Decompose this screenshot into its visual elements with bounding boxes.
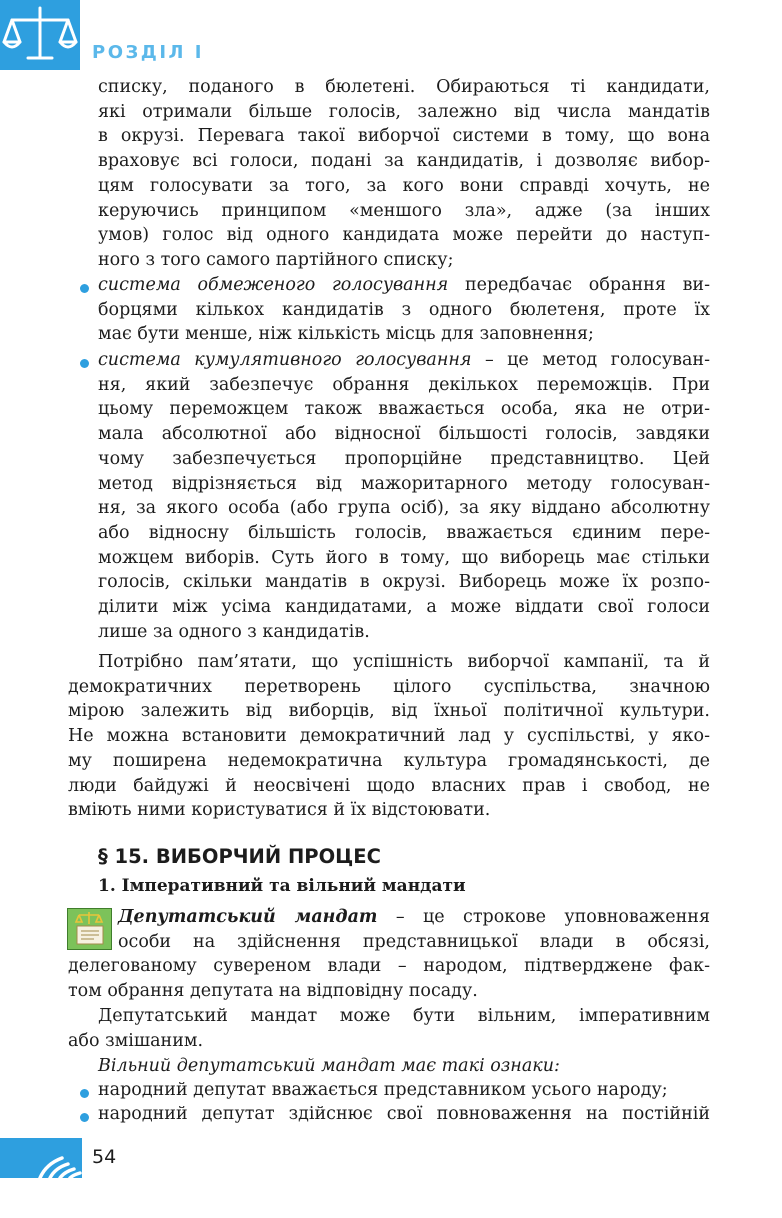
text-line: том обрання депутата на відповідну посаду. [68, 981, 478, 1002]
text-line: керуючись принципом «меншого зла», адже (за інших [98, 200, 710, 221]
text-line: вміють ними користуватися й їх відстоювати. [68, 800, 491, 821]
text-line: ня, який забезпечує обрання декількох переможців. При [98, 374, 710, 395]
term-limited-voting: система обмеженого голосування [98, 275, 449, 295]
footer-badge [0, 1138, 82, 1178]
text-line: демократичних перетворень цілого суспільства, значною [68, 676, 710, 697]
text-line: мірою залежить від виборців, від їхньої політичної культури. [68, 701, 710, 722]
text-fragment: передбачає обрання ви- [448, 275, 710, 295]
text-line: Потрібно пам’ятати, що успішність виборчої кампанії, та й [98, 652, 710, 672]
paragraph-continuation [98, 75, 710, 273]
definition-deputy-mandate [68, 905, 710, 1004]
text-line: враховує всі голоси, подані за кандидатів, і дозволяє вибор- [98, 151, 710, 172]
text-line: можцем виборів. Суть його в тому, що виборець має стільки [98, 547, 710, 568]
section-title: § 15. ВИБОРЧИЙ ПРОЦЕС [98, 845, 381, 868]
free-mandate-bullet: народний депутат здійснює свої повноваження на постійній [98, 1104, 710, 1124]
text-line: в окрузі. Перевага такої виборчої системи в тому, що вона [98, 126, 710, 147]
bullet-cumulative-voting [98, 348, 710, 644]
text-line [68, 905, 710, 930]
text-line [98, 273, 710, 298]
text-line: списку, поданого в бюлетені. Обираються ті кандидати, [98, 77, 710, 97]
free-mandate-bullet: народний депутат вважається представником усього народу; [98, 1080, 668, 1100]
text-line: ного з того самого партійного списку; [98, 249, 454, 270]
text-line: особи на здійснення представницької влади в обсязі, [118, 931, 710, 952]
text-line: цям голосувати за того, за кого вони справді хочуть, не [98, 175, 710, 196]
bullet-limited-voting [98, 273, 710, 347]
text-line: ня, за якого особа (або група осіб), за яку віддано абсолютну [98, 498, 710, 519]
text-line: які отримали більше голосів, залежно від числа мандатів [98, 101, 710, 122]
text-line: мала абсолютної або відносної більшості голосів, завдяки [98, 424, 710, 445]
paragraph-mandate-types [68, 1004, 710, 1053]
bullet-marker [80, 284, 89, 293]
text-line: лише за одного з кандидатів. [98, 621, 370, 642]
bullet-marker [80, 1113, 89, 1122]
text-line: люди байдужі й неосвічені щодо власних прав і свобод, не [68, 775, 710, 796]
paragraph-conclusion [68, 650, 710, 823]
waves-icon [0, 1138, 82, 1178]
subsection-title: 1. Імперативний та вільний мандати [98, 876, 466, 896]
section-header-badge [0, 0, 80, 70]
page-number: 54 [92, 1146, 117, 1168]
free-mandate-intro: Вільний депутатський мандат має такі ознаки: [98, 1056, 560, 1076]
text-line: му поширена недемократична культура громадянськості, де [68, 750, 710, 771]
text-line: Не можна встановити демократичний лад у суспільстві, у яко- [68, 726, 710, 747]
text-line: умов) голос від одного кандидата може перейти до наступ- [98, 225, 710, 246]
term-cumulative-voting: система кумулятивного голосування [98, 350, 472, 370]
text-line: ділити між усіма кандидатами, а може віддати свої голоси [98, 597, 710, 618]
text-line: борцями кількох кандидатів з одного бюлетеня, проте їх [98, 299, 710, 320]
scales-icon [0, 0, 80, 70]
section-label: РОЗДІЛ І [92, 42, 204, 63]
term-deputy-mandate: Депутатський мандат [118, 907, 378, 927]
text-line: чому забезпечується пропорційне представництво. Цей [98, 448, 710, 469]
bullet-marker [80, 1089, 89, 1098]
text-line: має бути менше, ніж кількість місць для заповнення; [98, 324, 594, 345]
text-fragment: – це метод голосуван- [471, 350, 710, 370]
text-line: делегованому сувереном влади – народом, підтверджене фак- [68, 956, 710, 977]
text-line: метод відрізняється від мажоритарного методу голосуван- [98, 473, 710, 494]
text-line: Депутатський мандат може бути вільним, імперативним [98, 1006, 710, 1026]
text-line: голосів, скільки мандатів в окрузі. Виборець може їх розпо- [98, 572, 710, 593]
text-fragment: – це строкове уповноваження [377, 907, 710, 927]
text-line: або змішаним. [68, 1030, 204, 1051]
text-line [98, 348, 710, 373]
text-line: цьому переможцем також вважається особа, яка не отри- [98, 399, 710, 420]
bullet-marker [80, 359, 89, 368]
text-line: або відносну більшість голосів, вважається єдиним пере- [98, 522, 710, 543]
